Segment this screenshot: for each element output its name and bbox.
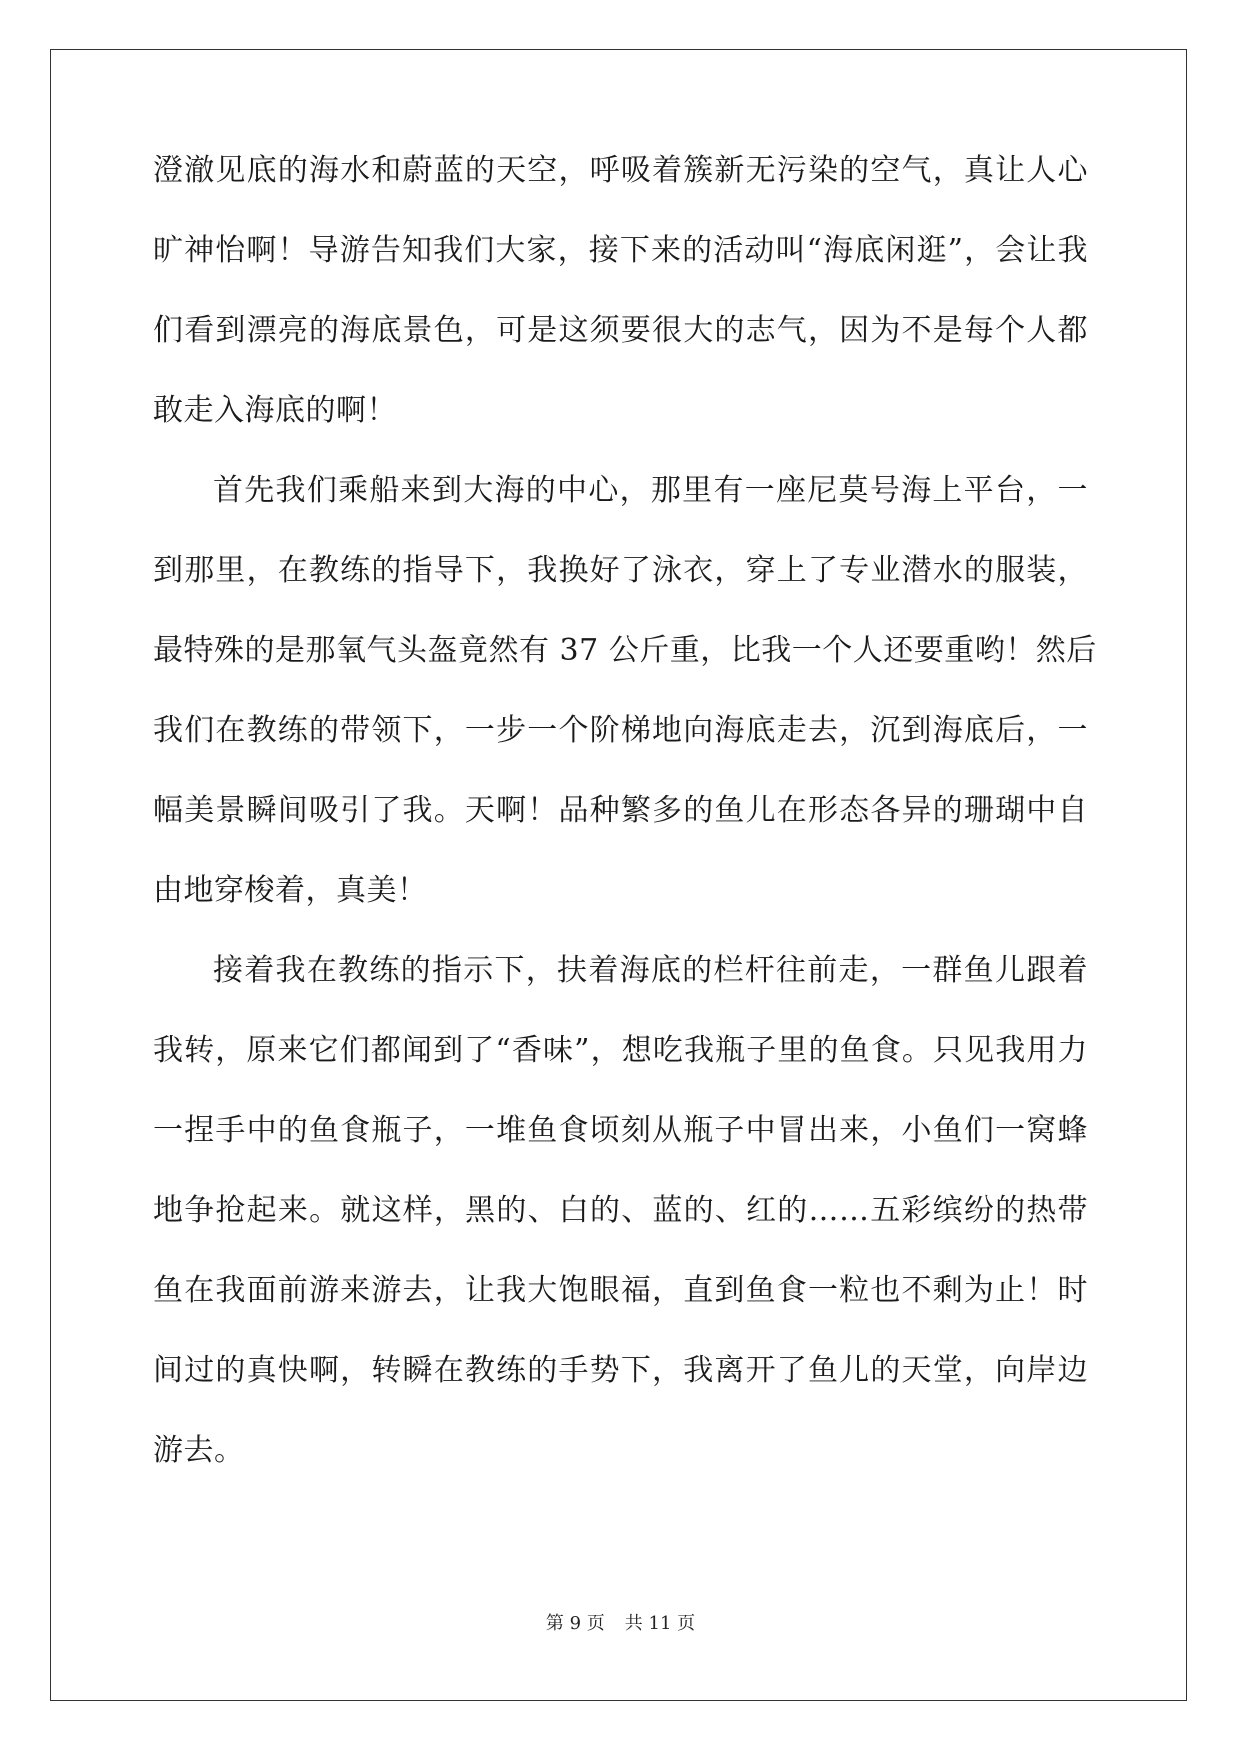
- text-line: 们看到漂亮的海底景色，可是这须要很大的志气，因为不是每个人都: [153, 313, 1088, 348]
- total-pages-label: 共 11 页: [624, 1613, 696, 1634]
- text-line: 澄澈见底的海水和蔚蓝的天空，呼吸着簇新无污染的空气，真让人心: [153, 153, 1088, 188]
- paragraph-first-line: 接着我在教练的指示下，扶着海底的栏杆往前走，一群鱼儿跟着: [213, 953, 1088, 988]
- text-line: 由地穿梭着，真美！: [153, 873, 428, 908]
- text-line: 间过的真快啊，转瞬在教练的手势下，我离开了鱼儿的天堂，向岸边: [153, 1353, 1088, 1388]
- text-line: 一捏手中的鱼食瓶子，一堆鱼食顷刻从瓶子中冒出来，小鱼们一窝蜂: [153, 1113, 1088, 1148]
- text-line: 幅美景瞬间吸引了我。天啊！品种繁多的鱼儿在形态各异的珊瑚中自: [153, 793, 1088, 828]
- text-line: 我转，原来它们都闻到了“香味”，想吃我瓶子里的鱼食。只见我用力: [153, 1033, 1088, 1068]
- text-line: 我们在教练的带领下，一步一个阶梯地向海底走去，沉到海底后，一: [153, 713, 1088, 748]
- text-line: 游去。: [153, 1433, 245, 1468]
- text-line: 敢走入海底的啊！: [153, 393, 397, 428]
- text-line: 鱼在我面前游来游去，让我大饱眼福，直到鱼食一粒也不剩为止！时: [153, 1273, 1088, 1308]
- text-line: 最特殊的是那氧气头盔竟然有 37 公斤重，比我一个人还要重哟！然后: [153, 633, 1097, 668]
- text-line: 到那里，在教练的指导下，我换好了泳衣，穿上了专业潜水的服装，: [153, 553, 1088, 588]
- current-page-label: 第 9 页: [545, 1613, 605, 1634]
- text-line: 地争抢起来。就这样，黑的、白的、蓝的、红的……五彩缤纷的热带: [153, 1193, 1088, 1228]
- text-line: 旷神怡啊！导游告知我们大家，接下来的活动叫“海底闲逛”，会让我: [153, 233, 1088, 268]
- page-footer: [0, 1612, 1241, 1636]
- paragraph-first-line: 首先我们乘船来到大海的中心，那里有一座尼莫号海上平台，一: [213, 473, 1088, 508]
